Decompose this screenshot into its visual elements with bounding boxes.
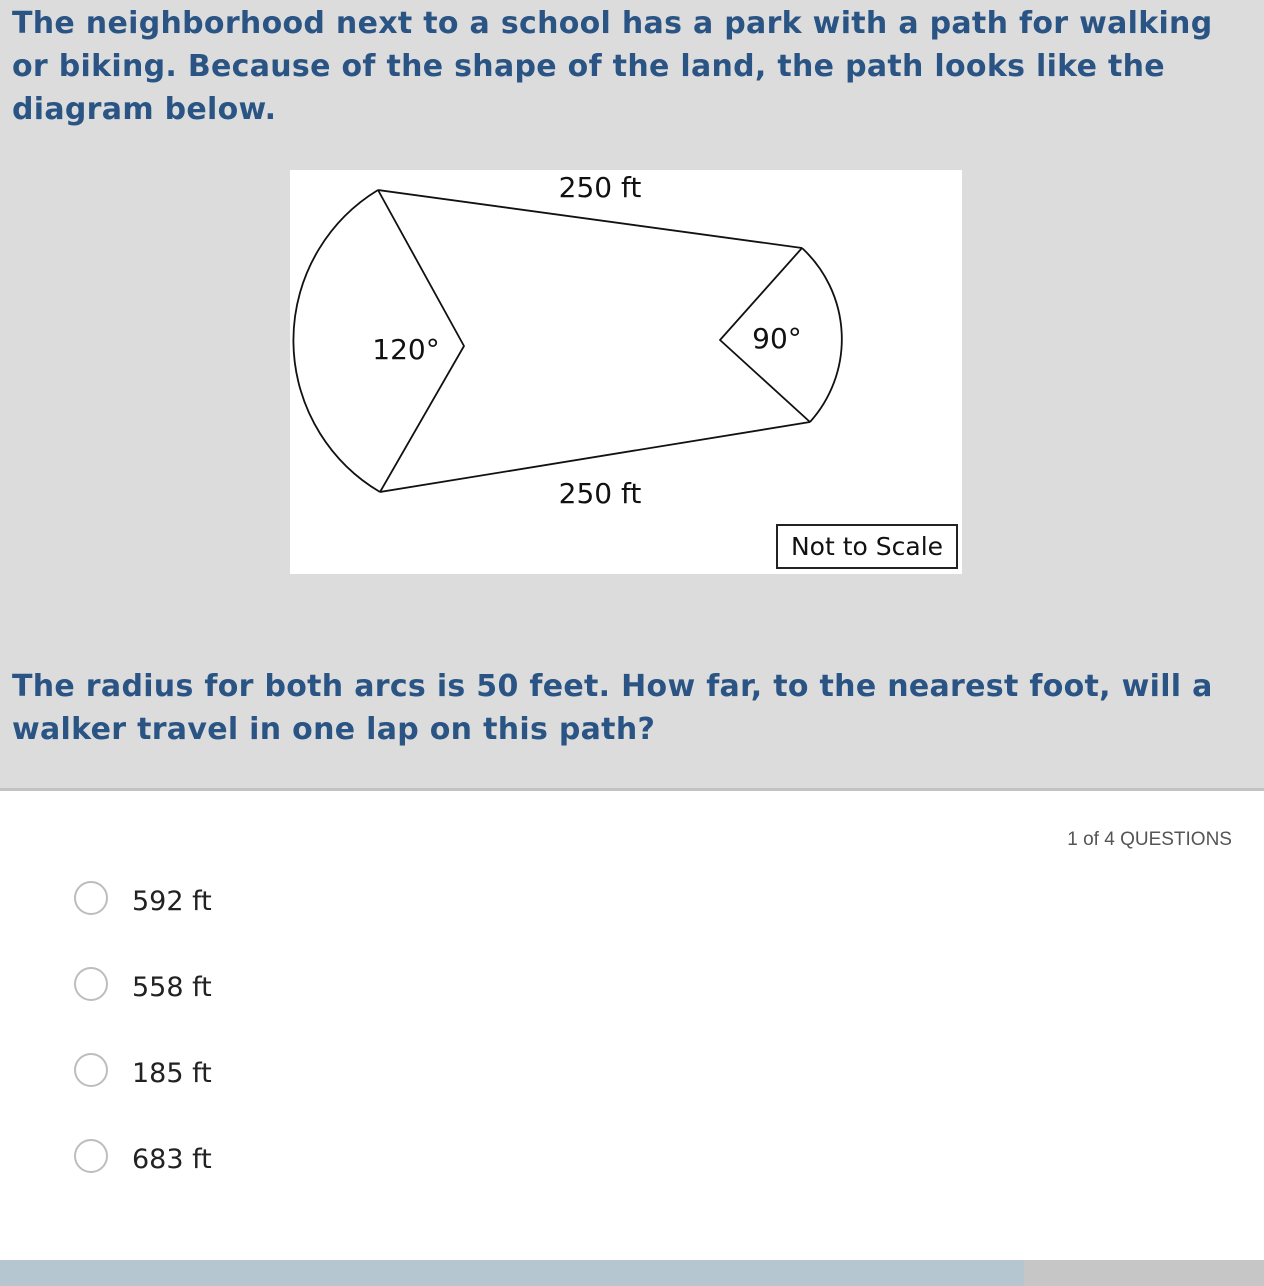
top-length-label: 250 ft [558,171,642,204]
bottom-navigation-bar [0,1260,1264,1286]
answer-choice-1[interactable] [74,880,474,920]
question-prompt-text: The radius for both arcs is 50 feet. How far, to the nearest foot, will a walker travel in one lap on this path? [12,669,1213,747]
answer-label: 558 ft [132,972,212,1003]
answer-choice-3[interactable] [74,1052,474,1092]
not-to-scale-note: Not to Scale [776,524,958,569]
path-diagram [290,170,962,574]
answer-label: 185 ft [132,1058,212,1089]
path-diagram-svg [290,170,962,574]
question-intro-text: The neighborhood next to a school has a park with a path for walking or biking. Because of the shape of the land, the path looks like the diagram below. [12,6,1213,127]
answer-choice-4[interactable] [74,1138,474,1178]
left-angle-label: 120° [372,333,440,366]
radio-button[interactable] [74,1139,108,1173]
left-arc [293,190,380,492]
question-progress: 1 of 4 QUESTIONS [1067,829,1232,850]
answer-choice-2[interactable] [74,966,474,1006]
answer-label: 592 ft [132,886,212,917]
radio-button[interactable] [74,967,108,1001]
right-angle-label: 90° [752,322,802,355]
right-arc [802,248,842,422]
bottom-length-label: 250 ft [558,477,642,510]
radio-button[interactable] [74,881,108,915]
answer-label: 683 ft [132,1144,212,1175]
bottom-bar-button-area[interactable] [1024,1260,1264,1286]
radio-button[interactable] [74,1053,108,1087]
